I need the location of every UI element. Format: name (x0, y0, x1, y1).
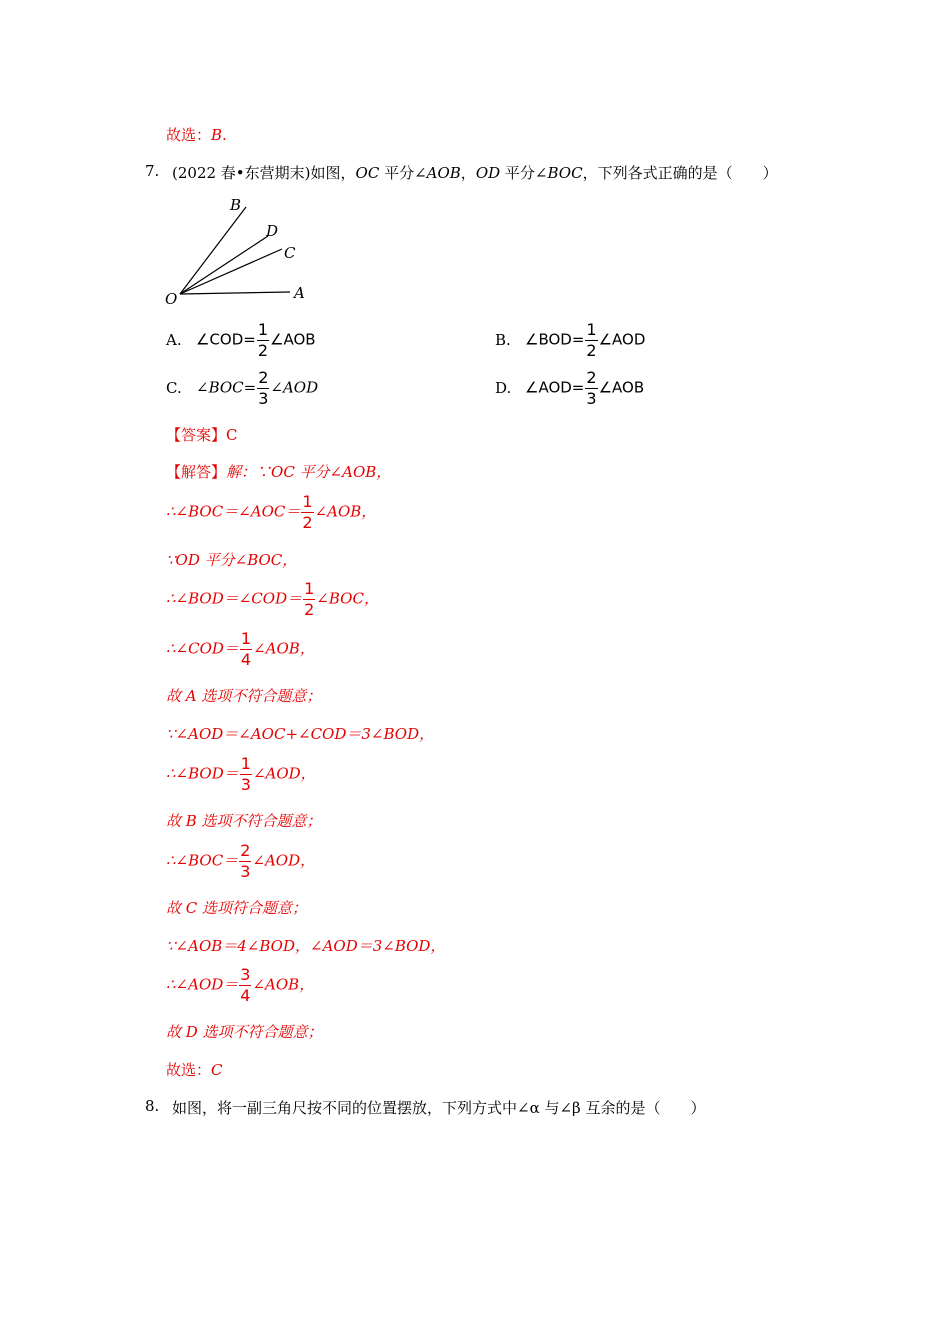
solution-line-6: 故 A 选项不符合题意； (166, 687, 322, 705)
prev-answer: 故选：B. (166, 126, 227, 144)
option-a[interactable]: A. ∠COD= $\frac{1}{2}$ ∠AOB (166, 320, 316, 360)
angle-figure (160, 192, 320, 312)
label-b: B (230, 196, 242, 214)
solution-line-3: ∵OD 平分∠BOC， (166, 551, 298, 569)
fraction: $\frac{3}{4}$ (240, 965, 251, 1005)
label-a: A (294, 284, 305, 302)
question-7-number: 7. (145, 162, 160, 180)
option-b[interactable]: B. ∠BOD= $\frac{1}{2}$ ∠AOD (495, 320, 646, 360)
fraction: $\frac{1}{2}$ (257, 320, 269, 360)
fraction: $\frac{2}{3}$ (586, 368, 597, 408)
ray-ob (180, 207, 246, 294)
label-o: O (165, 290, 178, 308)
fraction: $\frac{1}{2}$ (302, 492, 313, 532)
answer-line: 【答案】C (166, 426, 238, 444)
solution-line-4: ∴∠BOD＝∠COD＝ $\frac{1}{2}$ ∠BOC， (166, 579, 379, 619)
solution-line-1: 【解答】解：∵OC 平分∠AOB， (166, 463, 392, 481)
solution-line-2: ∴∠BOC＝∠AOC＝ $\frac{1}{2}$ ∠AOB， (166, 492, 377, 532)
fraction: $\frac{1}{3}$ (240, 754, 251, 794)
option-d[interactable]: D. ∠AOD= $\frac{2}{3}$ ∠AOB (495, 368, 645, 408)
question-8-number: 8. (145, 1097, 160, 1115)
fraction: $\frac{2}{3}$ (258, 368, 269, 408)
solution-line-15: 故选：C (166, 1061, 223, 1079)
fraction: $\frac{1}{2}$ (304, 579, 315, 619)
fraction: $\frac{2}{3}$ (240, 841, 251, 881)
ray-oc (180, 249, 282, 294)
solution-line-8: ∴∠BOD＝ $\frac{1}{3}$ ∠AOD， (166, 754, 316, 794)
solution-line-11: 故 C 选项符合题意； (166, 899, 308, 917)
label-d: D (266, 222, 279, 240)
fraction: $\frac{1}{4}$ (240, 629, 252, 669)
solution-line-9: 故 B 选项不符合题意； (166, 812, 322, 830)
question-8-stem: 如图，将一副三角尺按不同的位置摆放，下列方式中∠α 与∠β 互余的是（ ） (172, 1099, 706, 1117)
solution-line-10: ∴∠BOC＝ $\frac{2}{3}$ ∠AOD， (166, 841, 316, 881)
option-c[interactable]: C. ∠BOC= $\frac{2}{3}$ ∠AOD (166, 368, 319, 408)
ray-oa (180, 292, 290, 294)
ray-od (180, 236, 268, 294)
solution-line-7: ∵∠AOD＝∠AOC+∠COD＝3∠BOD， (166, 725, 435, 743)
solution-line-14: 故 D 选项不符合题意； (166, 1023, 323, 1041)
solution-line-5: ∴∠COD＝ $\frac{1}{4}$ ∠AOB， (166, 629, 315, 669)
solution-line-13: ∴∠AOD＝ $\frac{3}{4}$ ∠AOB， (166, 965, 315, 1005)
question-7-stem: (2022 春•东营期末)如图，OC 平分∠AOB，OD 平分∠BOC，下列各式正确的是（ ） (172, 164, 778, 182)
solution-line-12: ∵∠AOB＝4∠BOD，∠AOD＝3∠BOD， (166, 937, 446, 955)
label-c: C (284, 244, 296, 262)
fraction: $\frac{1}{2}$ (586, 320, 597, 360)
